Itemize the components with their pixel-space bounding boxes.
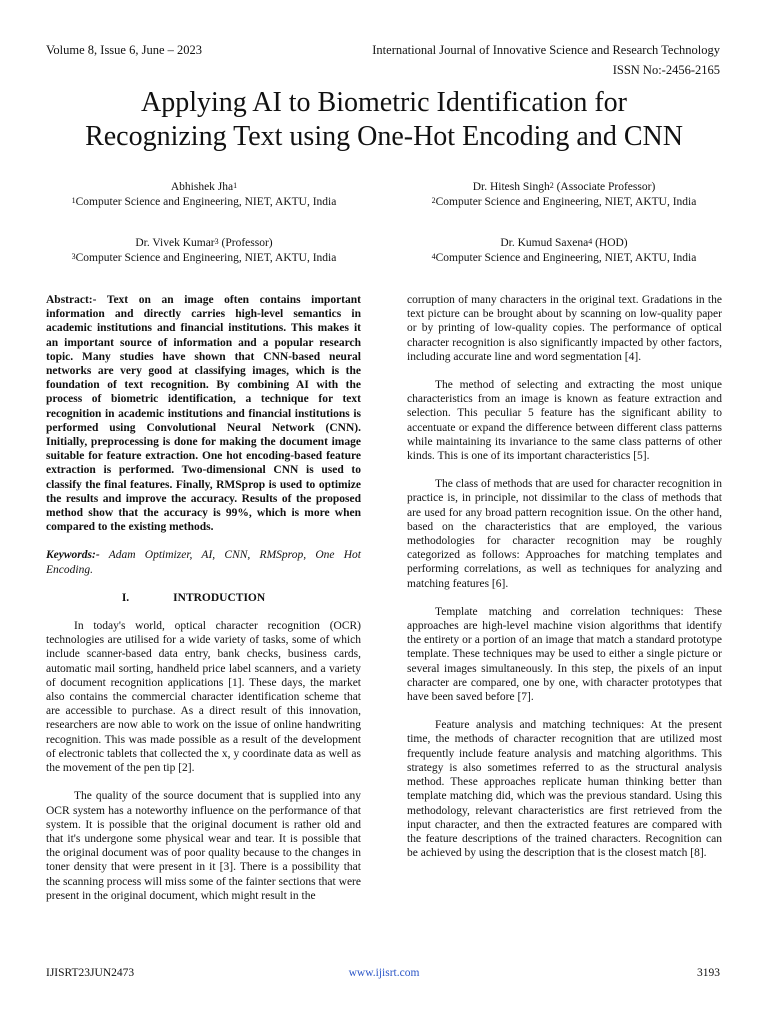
- footer-website-link[interactable]: www.ijisrt.com: [348, 967, 420, 979]
- body-paragraph: The method of selecting and extracting the most unique characteristics from an image is known as feature extraction and selection. This peculiar 5 feature has the significant ability to accentuate or expand the difference between different class patterns while maintaining its invariance to the same class patterns of other kinds. This is one of its important characteristics [5].: [407, 379, 722, 463]
- author-sup: 3: [214, 237, 219, 246]
- left-column: [46, 293, 361, 917]
- section-title: INTRODUCTION: [173, 591, 266, 604]
- issn-number: ISSN No:-2456-2165: [612, 63, 720, 77]
- author-name-line: [394, 236, 734, 251]
- author-name: Dr. Hitesh Singh: [472, 181, 550, 193]
- author-role: (Professor): [218, 237, 273, 249]
- author-name-line: [34, 236, 374, 251]
- author-3: [34, 236, 374, 266]
- section-number: I.: [121, 591, 130, 604]
- author-sup: 1: [233, 181, 238, 190]
- keywords-label: Keywords:-: [46, 549, 100, 562]
- author-name-line: [394, 180, 734, 195]
- author-affiliation: Computer Science and Engineering, NIET, AKTU, India: [75, 252, 337, 264]
- author-4: [394, 236, 734, 266]
- author-name: Abhishek Jha: [170, 181, 234, 193]
- title-line-2: Recognizing Text using One-Hot Encoding and CNN: [85, 121, 683, 152]
- author-role: (HOD): [592, 237, 628, 249]
- body-paragraph: Feature analysis and matching techniques: At the present time, the methods of character recognition that are utilized most frequently include feature analysis and matching algorithms. This strategy is also sometimes referred to as the structural analysis method. These approaches replicate human thinking better than template matching did, which was the previous standard. Using this methodology, relevant characteristics are first retrieved from the input character, and then the extracted features are compared with the feature descriptions of the trained characters. Recognition can be achieved by using the description that is the closest match [8].: [407, 719, 722, 860]
- author-affiliation: Computer Science and Engineering, NIET, AKTU, India: [75, 196, 337, 208]
- author-affiliation-line: [34, 251, 374, 266]
- author-affiliation: Computer Science and Engineering, NIET, AKTU, India: [435, 196, 697, 208]
- body-paragraph: corruption of many characters in the original text. Gradations in the text picture can be brought about by scanning on low-quality paper or by printing of low-quality copies. The performance of optical character recognition is also significantly impacted by other factors, including accurate line and word segmentation [4].: [407, 294, 722, 363]
- volume-issue: Volume 8, Issue 6, June – 2023: [46, 43, 203, 57]
- author-affiliation-line: [394, 251, 734, 266]
- journal-name: International Journal of Innovative Science and Research Technology: [372, 43, 720, 57]
- author-name: Dr. Kumud Saxena: [500, 237, 589, 249]
- footer-paper-code: IJISRT23JUN2473: [46, 967, 135, 979]
- affiliation-sup: 1: [71, 196, 76, 205]
- body-paragraph: Template matching and correlation techniques: These approaches are high-level machine vision algorithms that identify the entirety or a portion of an image that match a standard prototype template. These techniques may be used to either a single picture or several images simultaneously. In this step, the pixels of an input character are compared, one by one, with character prototypes that have been saved before [7].: [407, 605, 722, 704]
- affiliation-sup: 2: [431, 196, 436, 205]
- footer-page-number: 3193: [697, 967, 720, 979]
- author-sup: 2: [549, 181, 554, 190]
- body-paragraph: In today's world, optical character recognition (OCR) technologies are utilised for a wide variety of tasks, some of which include scanner-based data entry, bank checks, business cards, automatic mail sorting, handheld price label scanners, and a variety of document recognition applications [1]. These days, the market also contains the commercial character identification scheme that are accessible to purchase. As a direct result of this innovation, researchers are now able to work on the issue of online handwriting recognition. This was made possible as a result of the development of electronic tablets that collected the x, y coordinate data as well as the movement of the pen tip [2].: [46, 620, 361, 775]
- affiliation-sup: 4: [431, 252, 436, 261]
- keywords-text: Adam Optimizer, AI, CNN, RMSprop, One Hot Encoding.: [46, 549, 361, 576]
- author-2: [394, 180, 734, 210]
- section-heading-introduction: [46, 591, 361, 605]
- author-affiliation-line: [34, 195, 374, 210]
- abstract: Abstract:- Text on an image often contains important information and directly carries high-level semantics in academic institutions and financial institutions. This makes it an important source of information and a popular research topic. Many studies have shown that CNN-based neural networks are very good at classifying images, which is the foundation of text recognition. By combining AI with the process of biometric identification, a technique for text recognition in academic institutions and financial institutions is performed using Convolutional Neural Network (CNN). Initially, preprocessing is done for making the document image suitable for feature extraction. One hot encoding-based feature extraction is performed. Two-dimensional CNN is used to classify the final features. Finally, RMSprop is used to optimize the results and improve the accuracy. Results of the proposed method show that the accuracy is 99%, which is more when compared to the existing methods.: [46, 294, 361, 534]
- author-affiliation-line: [394, 195, 734, 210]
- paper-title: [20, 86, 748, 154]
- author-name-line: [34, 180, 374, 195]
- affiliation-sup: 3: [71, 252, 76, 261]
- author-affiliation: Computer Science and Engineering, NIET, AKTU, India: [435, 252, 697, 264]
- author-name: Dr. Vivek Kumar: [135, 237, 215, 249]
- body-paragraph: The class of methods that are used for character recognition in practice is, in principle, not dissimilar to the class of methods that are used for any broad pattern recognition issue. On the other hand, based on the characteristics that are employed, the various methodologies for character recognition may be roughly categorized as follows: Approaches for matching templates and performing correlations, as well as techniques for analyzing and matching features [6].: [407, 478, 722, 590]
- author-1: [34, 180, 374, 210]
- author-role: (Associate Professor): [553, 181, 656, 193]
- keywords: [46, 548, 361, 576]
- body-paragraph: The quality of the source document that is supplied into any OCR system has a noteworthy influence on the performance of that system. It is possible that the original document is rather old and that it's undergone some physical wear and tear. It is possible that the original document was of poor quality because to the changes in toner density that were present in it [3]. There is a possibility that the scanning process will miss some of the fainter sections that were present in the original document, which might result in the: [46, 790, 361, 902]
- author-sup: 4: [588, 237, 593, 246]
- title-line-1: Applying AI to Biometric Identification for: [140, 87, 627, 118]
- right-column: [407, 293, 722, 874]
